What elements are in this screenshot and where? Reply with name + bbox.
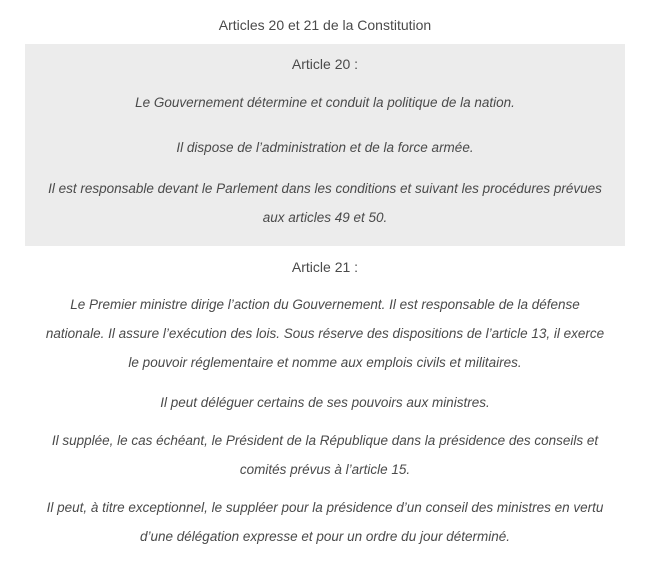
document-title: Articles 20 et 21 de la Constitution [218,17,432,33]
article-20-paragraph-3: Il est responsable devant le Parlement dans les conditions et suivant les procédures prévues aux articles 49 et 50. [48,181,602,225]
article-21-paragraph-2: Il peut déléguer certains de ses pouvoirs aux ministres. [160,395,490,410]
article-20-paragraph-2: Il dispose de l’administration et de la force armée. [176,140,474,155]
article-20-heading: Article 20 : [291,56,359,72]
article-21-paragraph-3: Il supplée, le cas échéant, le Président de la République dans la présidence des conseils et comités prévus à l’article 15. [51,433,599,477]
article-21-paragraph-4: Il peut, à titre exceptionnel, le suppléer pour la présidence d’un conseil des ministres en vertu d’une délégation expresse et pour un ordre du jour déterminé. [46,500,604,544]
article-21-heading: Article 21 : [291,259,359,275]
article-20-paragraph-1: Le Gouvernement détermine et conduit la politique de la nation. [135,95,515,110]
article-21-paragraph-1: Le Premier ministre dirige l’action du Gouvernement. Il est responsable de la défense nationale. Il assure l’exécution des lois. Sous réserve des dispositions de l’article 13, il exerce le pouvoir réglementaire et nomme aux emplois civils et militaires. [45,297,605,370]
